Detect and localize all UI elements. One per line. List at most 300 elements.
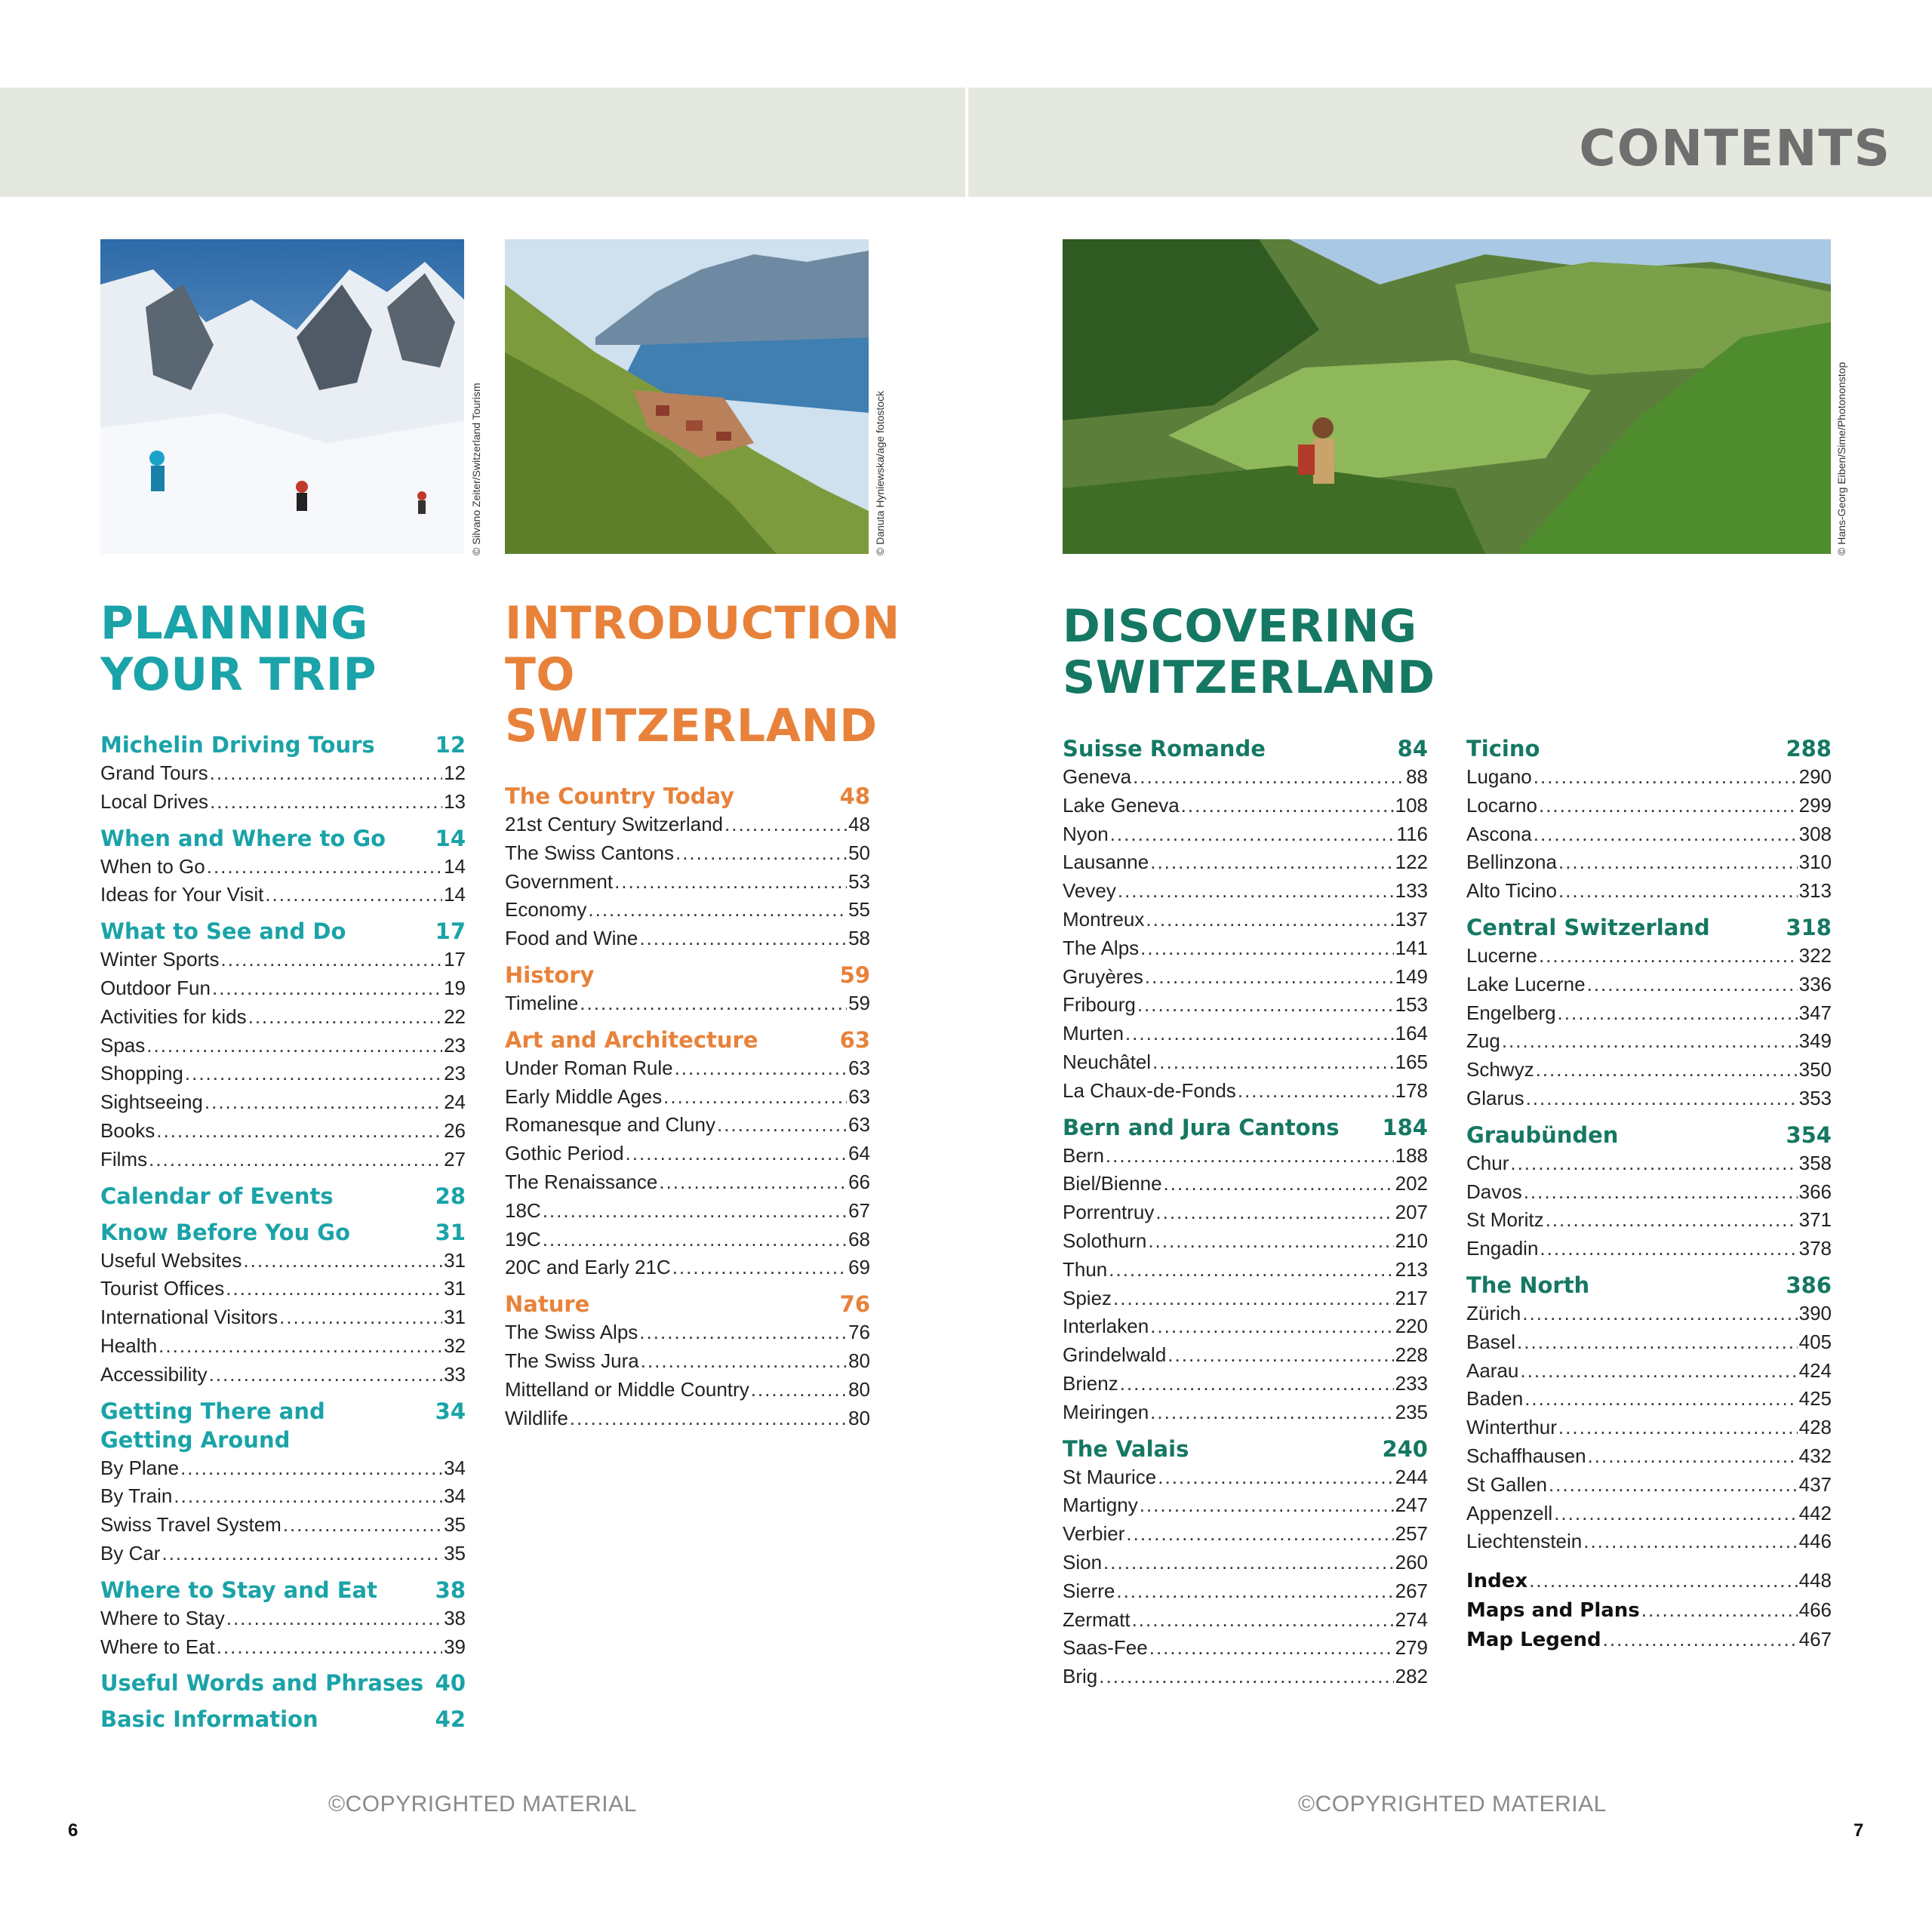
- toc-item-link[interactable]: [100, 946, 466, 974]
- toc-item-page: 64: [848, 1142, 870, 1165]
- dot-leader: [1149, 1634, 1394, 1663]
- toc-item-page: 442: [1798, 1501, 1832, 1524]
- toc-item-name: Martigny: [1063, 1494, 1138, 1517]
- dot-leader: [724, 811, 847, 839]
- dot-leader: [1526, 1084, 1798, 1113]
- toc-item-name: Activities for kids: [100, 1004, 247, 1028]
- toc-item-link[interactable]: [1063, 1284, 1428, 1313]
- toc-section-name: Nature: [505, 1291, 590, 1318]
- toc-item-link[interactable]: [1063, 1577, 1428, 1606]
- toc-section-link[interactable]: [1466, 913, 1832, 942]
- toc-item-page: 437: [1798, 1472, 1832, 1496]
- toc-section-link[interactable]: [100, 1397, 466, 1454]
- photo-credit-ski: © Silvano Zeiter/Switzerland Tourism: [470, 383, 482, 555]
- toc-extra-name: Index: [1466, 1570, 1528, 1593]
- toc-item-link[interactable]: [100, 853, 466, 881]
- toc-item-link[interactable]: [1466, 1056, 1832, 1084]
- toc-item-page: 48: [848, 813, 870, 835]
- dot-leader: [1152, 1048, 1394, 1077]
- toc-item-name: St Moritz: [1466, 1208, 1544, 1232]
- toc-item-link[interactable]: [100, 1060, 466, 1088]
- toc-item-page: 299: [1798, 793, 1832, 817]
- toc-item-page: 371: [1798, 1208, 1832, 1232]
- toc-item-link[interactable]: [1063, 1398, 1428, 1427]
- dot-leader: [1158, 1463, 1393, 1492]
- discovering-column-2: [1466, 734, 1832, 1655]
- toc-item-name: Accessibility: [100, 1362, 208, 1386]
- toc-item-name: Montreux: [1063, 907, 1145, 931]
- toc-item-page: 260: [1395, 1550, 1428, 1574]
- toc-item-name: Ascona: [1466, 822, 1532, 845]
- dot-leader: [1238, 1077, 1394, 1106]
- dot-leader: [243, 1247, 442, 1275]
- toc-item-link[interactable]: [1466, 1357, 1832, 1386]
- toc-item-page: 310: [1798, 851, 1832, 874]
- toc-item-link[interactable]: [1466, 1385, 1832, 1414]
- toc-item-name: Neuchâtel: [1063, 1050, 1152, 1073]
- dot-leader: [1558, 877, 1798, 906]
- toc-item-page: 12: [444, 761, 466, 784]
- toc-item-page: 116: [1396, 822, 1428, 845]
- dot-leader: [1524, 1178, 1798, 1207]
- dot-leader: [265, 881, 442, 909]
- dot-leader: [283, 1511, 442, 1540]
- toc-item-page: 202: [1395, 1172, 1428, 1195]
- dot-leader: [675, 1054, 848, 1083]
- toc-item-page: 405: [1798, 1330, 1832, 1353]
- toc-item-link[interactable]: [505, 1054, 870, 1083]
- dot-leader: [1558, 999, 1798, 1028]
- toc-item-name: Schwyz: [1466, 1058, 1534, 1081]
- intro-toc: [505, 782, 870, 1432]
- dot-leader: [217, 1633, 442, 1662]
- toc-item-link[interactable]: [100, 1003, 466, 1032]
- toc-section-page: 84: [1397, 736, 1428, 761]
- toc-item-link[interactable]: [1466, 999, 1832, 1028]
- toc-section-link[interactable]: [1466, 1271, 1832, 1300]
- toc-item-link[interactable]: [1063, 1312, 1428, 1341]
- toc-item-page: 322: [1798, 943, 1832, 967]
- toc-item-link[interactable]: [1466, 1300, 1832, 1328]
- toc-item-name: St Maurice: [1063, 1465, 1157, 1488]
- toc-item-link[interactable]: [1466, 1027, 1832, 1056]
- toc-item-page: 424: [1798, 1358, 1832, 1382]
- toc-item-link[interactable]: [505, 1376, 870, 1404]
- toc-item-page: 68: [848, 1227, 870, 1251]
- toc-item-page: 267: [1395, 1579, 1428, 1602]
- toc-item-name: Ideas for Your Visit: [100, 883, 264, 906]
- toc-item-link[interactable]: [100, 1117, 466, 1146]
- toc-item-name: Zug: [1466, 1029, 1500, 1053]
- toc-item-link[interactable]: [100, 1454, 466, 1483]
- toc-item-link[interactable]: [1063, 1520, 1428, 1549]
- toc-item-link[interactable]: [1063, 1198, 1428, 1227]
- toc-item-page: 141: [1395, 936, 1428, 959]
- dot-leader: [1133, 763, 1404, 792]
- toc-item-link[interactable]: [1466, 877, 1832, 906]
- toc-item-link[interactable]: [100, 974, 466, 1003]
- toc-section-link[interactable]: [1466, 734, 1832, 763]
- toc-item-link[interactable]: [1466, 1235, 1832, 1263]
- toc-section-link[interactable]: [505, 961, 870, 989]
- toc-item-page: 34: [444, 1484, 466, 1508]
- toc-item-link[interactable]: [1466, 1500, 1832, 1528]
- planning-title: [100, 598, 466, 700]
- dot-leader: [221, 946, 443, 974]
- toc-item-page: 17: [444, 948, 466, 971]
- toc-item-link[interactable]: [100, 881, 466, 909]
- toc-item-name: By Car: [100, 1541, 161, 1564]
- intro-column: [505, 597, 900, 1432]
- toc-item-page: 446: [1798, 1530, 1832, 1553]
- dot-leader: [205, 1088, 442, 1117]
- toc-item-page: 210: [1395, 1229, 1428, 1252]
- toc-item-link[interactable]: [1466, 1328, 1832, 1357]
- photo-credit-lake: © Danuta Hyniewska/age fotostock: [874, 390, 886, 555]
- toc-item-link[interactable]: [1466, 792, 1832, 820]
- toc-item-link[interactable]: [100, 759, 466, 788]
- dot-leader: [279, 1303, 442, 1332]
- toc-item-link[interactable]: [100, 1247, 466, 1275]
- toc-item-name: Saas-Fee: [1063, 1636, 1148, 1660]
- toc-item-name: Liechtenstein: [1466, 1530, 1583, 1553]
- toc-section-page: 184: [1382, 1114, 1428, 1140]
- toc-item-page: 14: [444, 854, 466, 878]
- toc-item-link[interactable]: [1466, 763, 1832, 792]
- toc-item-name: Where to Stay: [100, 1606, 225, 1629]
- toc-item-name: Porrentruy: [1063, 1201, 1155, 1224]
- toc-item-link[interactable]: [100, 1032, 466, 1060]
- toc-item-link[interactable]: [505, 1140, 870, 1168]
- toc-item-link[interactable]: [1063, 1370, 1428, 1398]
- dot-leader: [1120, 1370, 1394, 1398]
- toc-item-link[interactable]: [505, 1111, 870, 1140]
- toc-item-name: Nyon: [1063, 822, 1109, 845]
- toc-item-page: 358: [1798, 1151, 1832, 1174]
- dot-leader: [1113, 1284, 1394, 1313]
- toc-item-link[interactable]: [1466, 820, 1832, 849]
- toc-item-name: Zermatt: [1063, 1607, 1131, 1631]
- toc-item-link[interactable]: [1063, 1549, 1428, 1577]
- toc-item-name: Books: [100, 1118, 155, 1142]
- toc-item-link[interactable]: [1466, 1149, 1832, 1178]
- toc-item-link[interactable]: [1466, 1084, 1832, 1113]
- toc-item-link[interactable]: [100, 1482, 466, 1511]
- toc-item-name: Lugano: [1466, 765, 1532, 788]
- toc-item-page: 279: [1395, 1636, 1428, 1660]
- toc-item-name: Murten: [1063, 1022, 1124, 1045]
- dot-leader: [1140, 934, 1393, 963]
- toc-item-link[interactable]: [100, 1275, 466, 1303]
- toc-section-page: 31: [435, 1219, 466, 1245]
- dot-leader: [1539, 792, 1798, 820]
- toc-item-link[interactable]: [100, 1633, 466, 1662]
- toc-item-link[interactable]: [505, 1404, 870, 1433]
- toc-item-page: 153: [1395, 993, 1428, 1017]
- toc-section-page: 240: [1382, 1435, 1428, 1462]
- toc-item-page: 366: [1798, 1180, 1832, 1203]
- toc-item-name: Grindelwald: [1063, 1343, 1167, 1367]
- toc-item-link[interactable]: [1063, 991, 1428, 1020]
- dot-leader: [1534, 820, 1798, 849]
- toc-item-link[interactable]: [1466, 942, 1832, 971]
- toc-section-link[interactable]: [505, 1026, 870, 1054]
- discovering-toc-1: [1063, 734, 1428, 1691]
- toc-item-page: 24: [444, 1091, 466, 1114]
- toc-item-page: 257: [1395, 1522, 1428, 1546]
- toc-item-page: 80: [848, 1349, 870, 1372]
- toc-item-link[interactable]: [505, 924, 870, 953]
- toc-item-link[interactable]: [1063, 1142, 1428, 1171]
- toc-item-page: 14: [444, 883, 466, 906]
- toc-item-link[interactable]: [505, 868, 870, 897]
- dot-leader: [1554, 1500, 1797, 1528]
- toc-item-link[interactable]: [100, 1146, 466, 1174]
- toc-section-name: Where to Stay and Eat: [100, 1577, 377, 1603]
- toc-item-link[interactable]: [100, 788, 466, 817]
- dot-leader: [1588, 1442, 1798, 1471]
- dot-leader: [1502, 1027, 1798, 1056]
- toc-item-name: Tourist Offices: [100, 1277, 225, 1300]
- toc-item-link[interactable]: [505, 896, 870, 924]
- toc-item-page: 55: [848, 898, 870, 921]
- toc-item-name: Gruyères: [1063, 964, 1143, 988]
- toc-item-name: 18C: [505, 1198, 541, 1222]
- toc-item-link[interactable]: [1063, 1463, 1428, 1492]
- toc-section-link[interactable]: [100, 917, 466, 946]
- toc-item-link[interactable]: [505, 1318, 870, 1347]
- toc-item-page: 336: [1798, 972, 1832, 995]
- dot-leader: [1109, 1256, 1393, 1284]
- toc-item-name: By Train: [100, 1484, 173, 1508]
- toc-item-page: 50: [848, 841, 870, 864]
- toc-item-link[interactable]: [1063, 963, 1428, 992]
- intro-title: [505, 597, 900, 752]
- toc-item-link[interactable]: [1063, 792, 1428, 820]
- toc-item-name: Chur: [1466, 1151, 1509, 1174]
- toc-item-page: 63: [848, 1084, 870, 1108]
- toc-section-page: 40: [435, 1670, 466, 1697]
- toc-item-link[interactable]: [1466, 971, 1832, 999]
- toc-item-page: 39: [444, 1635, 466, 1658]
- toc-section-page: 34: [435, 1398, 466, 1424]
- toc-item-name: Romanesque and Cluny: [505, 1113, 715, 1137]
- toc-item-name: By Plane: [100, 1456, 180, 1479]
- toc-item-link[interactable]: [1466, 1527, 1832, 1556]
- toc-item-link[interactable]: [1063, 934, 1428, 963]
- toc-item-link[interactable]: [1466, 848, 1832, 877]
- dot-leader: [639, 924, 847, 953]
- toc-section-link[interactable]: [1063, 1435, 1428, 1463]
- toc-item-link[interactable]: [1063, 1491, 1428, 1520]
- dot-leader: [1517, 1328, 1798, 1357]
- toc-section-page: 38: [435, 1577, 466, 1603]
- toc-item-name: When to Go: [100, 854, 205, 878]
- toc-item-link[interactable]: [1063, 848, 1428, 877]
- dot-leader: [1534, 763, 1798, 792]
- toc-item-name: Useful Websites: [100, 1248, 242, 1272]
- toc-extra-link[interactable]: [1466, 1596, 1832, 1626]
- toc-item-link[interactable]: [1466, 1206, 1832, 1235]
- toc-section-link[interactable]: [1063, 1113, 1428, 1142]
- toc-section-link[interactable]: [100, 1576, 466, 1604]
- dot-leader: [226, 1275, 442, 1303]
- dot-leader: [1103, 1549, 1394, 1577]
- toc-item-link[interactable]: [1063, 1227, 1428, 1256]
- toc-section-link[interactable]: [100, 731, 466, 759]
- toc-item-link[interactable]: [505, 1254, 870, 1282]
- toc-item-link[interactable]: [1063, 877, 1428, 906]
- toc-extra-link[interactable]: [1466, 1626, 1832, 1655]
- toc-item-link[interactable]: [100, 1303, 466, 1332]
- toc-item-name: Meiringen: [1063, 1400, 1149, 1423]
- toc-section-link[interactable]: [1466, 1121, 1832, 1149]
- toc-item-name: Engelberg: [1466, 1001, 1556, 1024]
- toc-section-link[interactable]: [1063, 734, 1428, 763]
- dot-leader: [1558, 1414, 1798, 1442]
- toc-item-name: Lausanne: [1063, 851, 1149, 874]
- dot-leader: [751, 1376, 847, 1404]
- toc-section-name: Basic Information: [100, 1706, 318, 1733]
- toc-item-name: Local Drives: [100, 789, 209, 813]
- toc-item-link[interactable]: [1063, 1077, 1428, 1106]
- toc-item-page: 137: [1395, 907, 1428, 931]
- toc-section-name: Calendar of Events: [100, 1183, 334, 1209]
- toc-item-name: Brienz: [1063, 1371, 1118, 1395]
- dot-leader: [1099, 1663, 1393, 1691]
- dot-leader: [207, 853, 442, 881]
- toc-item-name: Mittelland or Middle Country: [505, 1377, 749, 1401]
- discovering-title-text: DISCOVERING SWITZERLAND: [1063, 600, 1435, 704]
- toc-section-name: The Valais: [1063, 1435, 1189, 1462]
- toc-section-name: Michelin Driving Tours: [100, 732, 375, 758]
- toc-item-link[interactable]: [1063, 1256, 1428, 1284]
- toc-item-link[interactable]: [505, 1168, 870, 1197]
- dot-leader: [1540, 1235, 1797, 1263]
- toc-item-link[interactable]: [1063, 1634, 1428, 1663]
- toc-section-name: Useful Words and Phrases: [100, 1670, 424, 1697]
- toc-item-page: 66: [848, 1170, 870, 1193]
- toc-section-page: 17: [435, 918, 466, 945]
- toc-item-link[interactable]: [1466, 1471, 1832, 1500]
- toc-item-name: Lake Lucerne: [1466, 972, 1586, 995]
- toc-section-link[interactable]: [100, 1669, 466, 1697]
- toc-item-page: 35: [444, 1541, 466, 1564]
- toc-item-link[interactable]: [505, 839, 870, 868]
- toc-section-link[interactable]: [100, 1182, 466, 1211]
- toc-item-link[interactable]: [100, 1511, 466, 1540]
- toc-item-page: 31: [444, 1248, 466, 1272]
- header-band-left: [0, 88, 965, 197]
- toc-section-link[interactable]: [505, 1290, 870, 1318]
- dot-leader: [1181, 792, 1394, 820]
- toc-item-name: Economy: [505, 898, 587, 921]
- toc-item-link[interactable]: [505, 989, 870, 1018]
- copyright-left: ©COPYRIGHTED MATERIAL: [328, 1792, 637, 1817]
- toc-extra-page: 466: [1798, 1598, 1832, 1621]
- toc-section-name: The North: [1466, 1272, 1590, 1298]
- dot-leader: [675, 839, 847, 868]
- toc-section-link[interactable]: [100, 1705, 466, 1734]
- dot-leader: [1145, 963, 1394, 992]
- toc-item-page: 34: [444, 1456, 466, 1479]
- dot-leader: [1146, 906, 1393, 934]
- toc-section-link[interactable]: [100, 824, 466, 853]
- toc-item-link[interactable]: [1063, 1048, 1428, 1077]
- toc-item-link[interactable]: [1063, 763, 1428, 792]
- toc-item-link[interactable]: [1466, 1414, 1832, 1442]
- toc-section-link[interactable]: [100, 1218, 466, 1247]
- toc-section-page: 76: [839, 1291, 870, 1318]
- toc-item-page: 165: [1395, 1050, 1428, 1073]
- toc-item-link[interactable]: [1063, 1606, 1428, 1635]
- toc-item-link[interactable]: [1466, 1442, 1832, 1471]
- toc-item-name: Baden: [1466, 1387, 1524, 1411]
- toc-section-link[interactable]: [505, 782, 870, 811]
- toc-item-link[interactable]: [505, 1347, 870, 1376]
- toc-item-name: Food and Wine: [505, 927, 638, 950]
- toc-extra-page: 467: [1798, 1627, 1832, 1651]
- dot-leader: [149, 1146, 442, 1174]
- toc-item-name: The Swiss Jura: [505, 1349, 639, 1372]
- toc-item-name: 19C: [505, 1227, 541, 1251]
- toc-item-link[interactable]: [1063, 820, 1428, 849]
- toc-item-link[interactable]: [505, 811, 870, 839]
- toc-item-name: Brig: [1063, 1665, 1098, 1688]
- dot-leader: [1510, 1149, 1797, 1178]
- toc-item-name: Under Roman Rule: [505, 1056, 673, 1079]
- toc-section-page: 63: [839, 1026, 870, 1053]
- dot-leader: [1520, 1357, 1797, 1386]
- toc-item-link[interactable]: [100, 1361, 466, 1389]
- toc-item-page: 228: [1395, 1343, 1428, 1367]
- toc-item-link[interactable]: [100, 1540, 466, 1568]
- toc-item-name: Timeline: [505, 991, 579, 1014]
- toc-item-link[interactable]: [1466, 1178, 1832, 1207]
- toc-item-page: 349: [1798, 1029, 1832, 1053]
- dot-leader: [1116, 1577, 1393, 1606]
- toc-section-page: 59: [839, 961, 870, 988]
- toc-extra-link[interactable]: [1466, 1567, 1832, 1596]
- toc-item-name: Outdoor Fun: [100, 976, 211, 999]
- dot-leader: [717, 1111, 847, 1140]
- page-number-right: 7: [1854, 1820, 1864, 1841]
- toc-item-page: 220: [1395, 1315, 1428, 1338]
- toc-item-link[interactable]: [505, 1226, 870, 1254]
- toc-item-link[interactable]: [505, 1197, 870, 1226]
- toc-item-name: Where to Eat: [100, 1635, 215, 1658]
- toc-item-page: 27: [444, 1147, 466, 1171]
- toc-section-page: 354: [1786, 1121, 1832, 1148]
- toc-item-link[interactable]: [1063, 1020, 1428, 1048]
- toc-item-link[interactable]: [1063, 1170, 1428, 1198]
- copyright-right: ©COPYRIGHTED MATERIAL: [1298, 1792, 1607, 1817]
- toc-item-name: Geneva: [1063, 765, 1132, 788]
- toc-item-page: 207: [1395, 1201, 1428, 1224]
- toc-item-name: St Gallen: [1466, 1472, 1547, 1496]
- dot-leader: [1546, 1206, 1798, 1235]
- toc-item-link[interactable]: [100, 1088, 466, 1117]
- toc-section-name: Bern and Jura Cantons: [1063, 1114, 1340, 1140]
- toc-item-link[interactable]: [1063, 1663, 1428, 1691]
- toc-item-name: The Swiss Alps: [505, 1321, 638, 1344]
- toc-item-link[interactable]: [1063, 906, 1428, 934]
- toc-item-link[interactable]: [1063, 1341, 1428, 1370]
- toc-item-link[interactable]: [100, 1332, 466, 1361]
- toc-item-link[interactable]: [505, 1083, 870, 1112]
- toc-item-name: The Renaissance: [505, 1170, 658, 1193]
- toc-item-link[interactable]: [100, 1604, 466, 1633]
